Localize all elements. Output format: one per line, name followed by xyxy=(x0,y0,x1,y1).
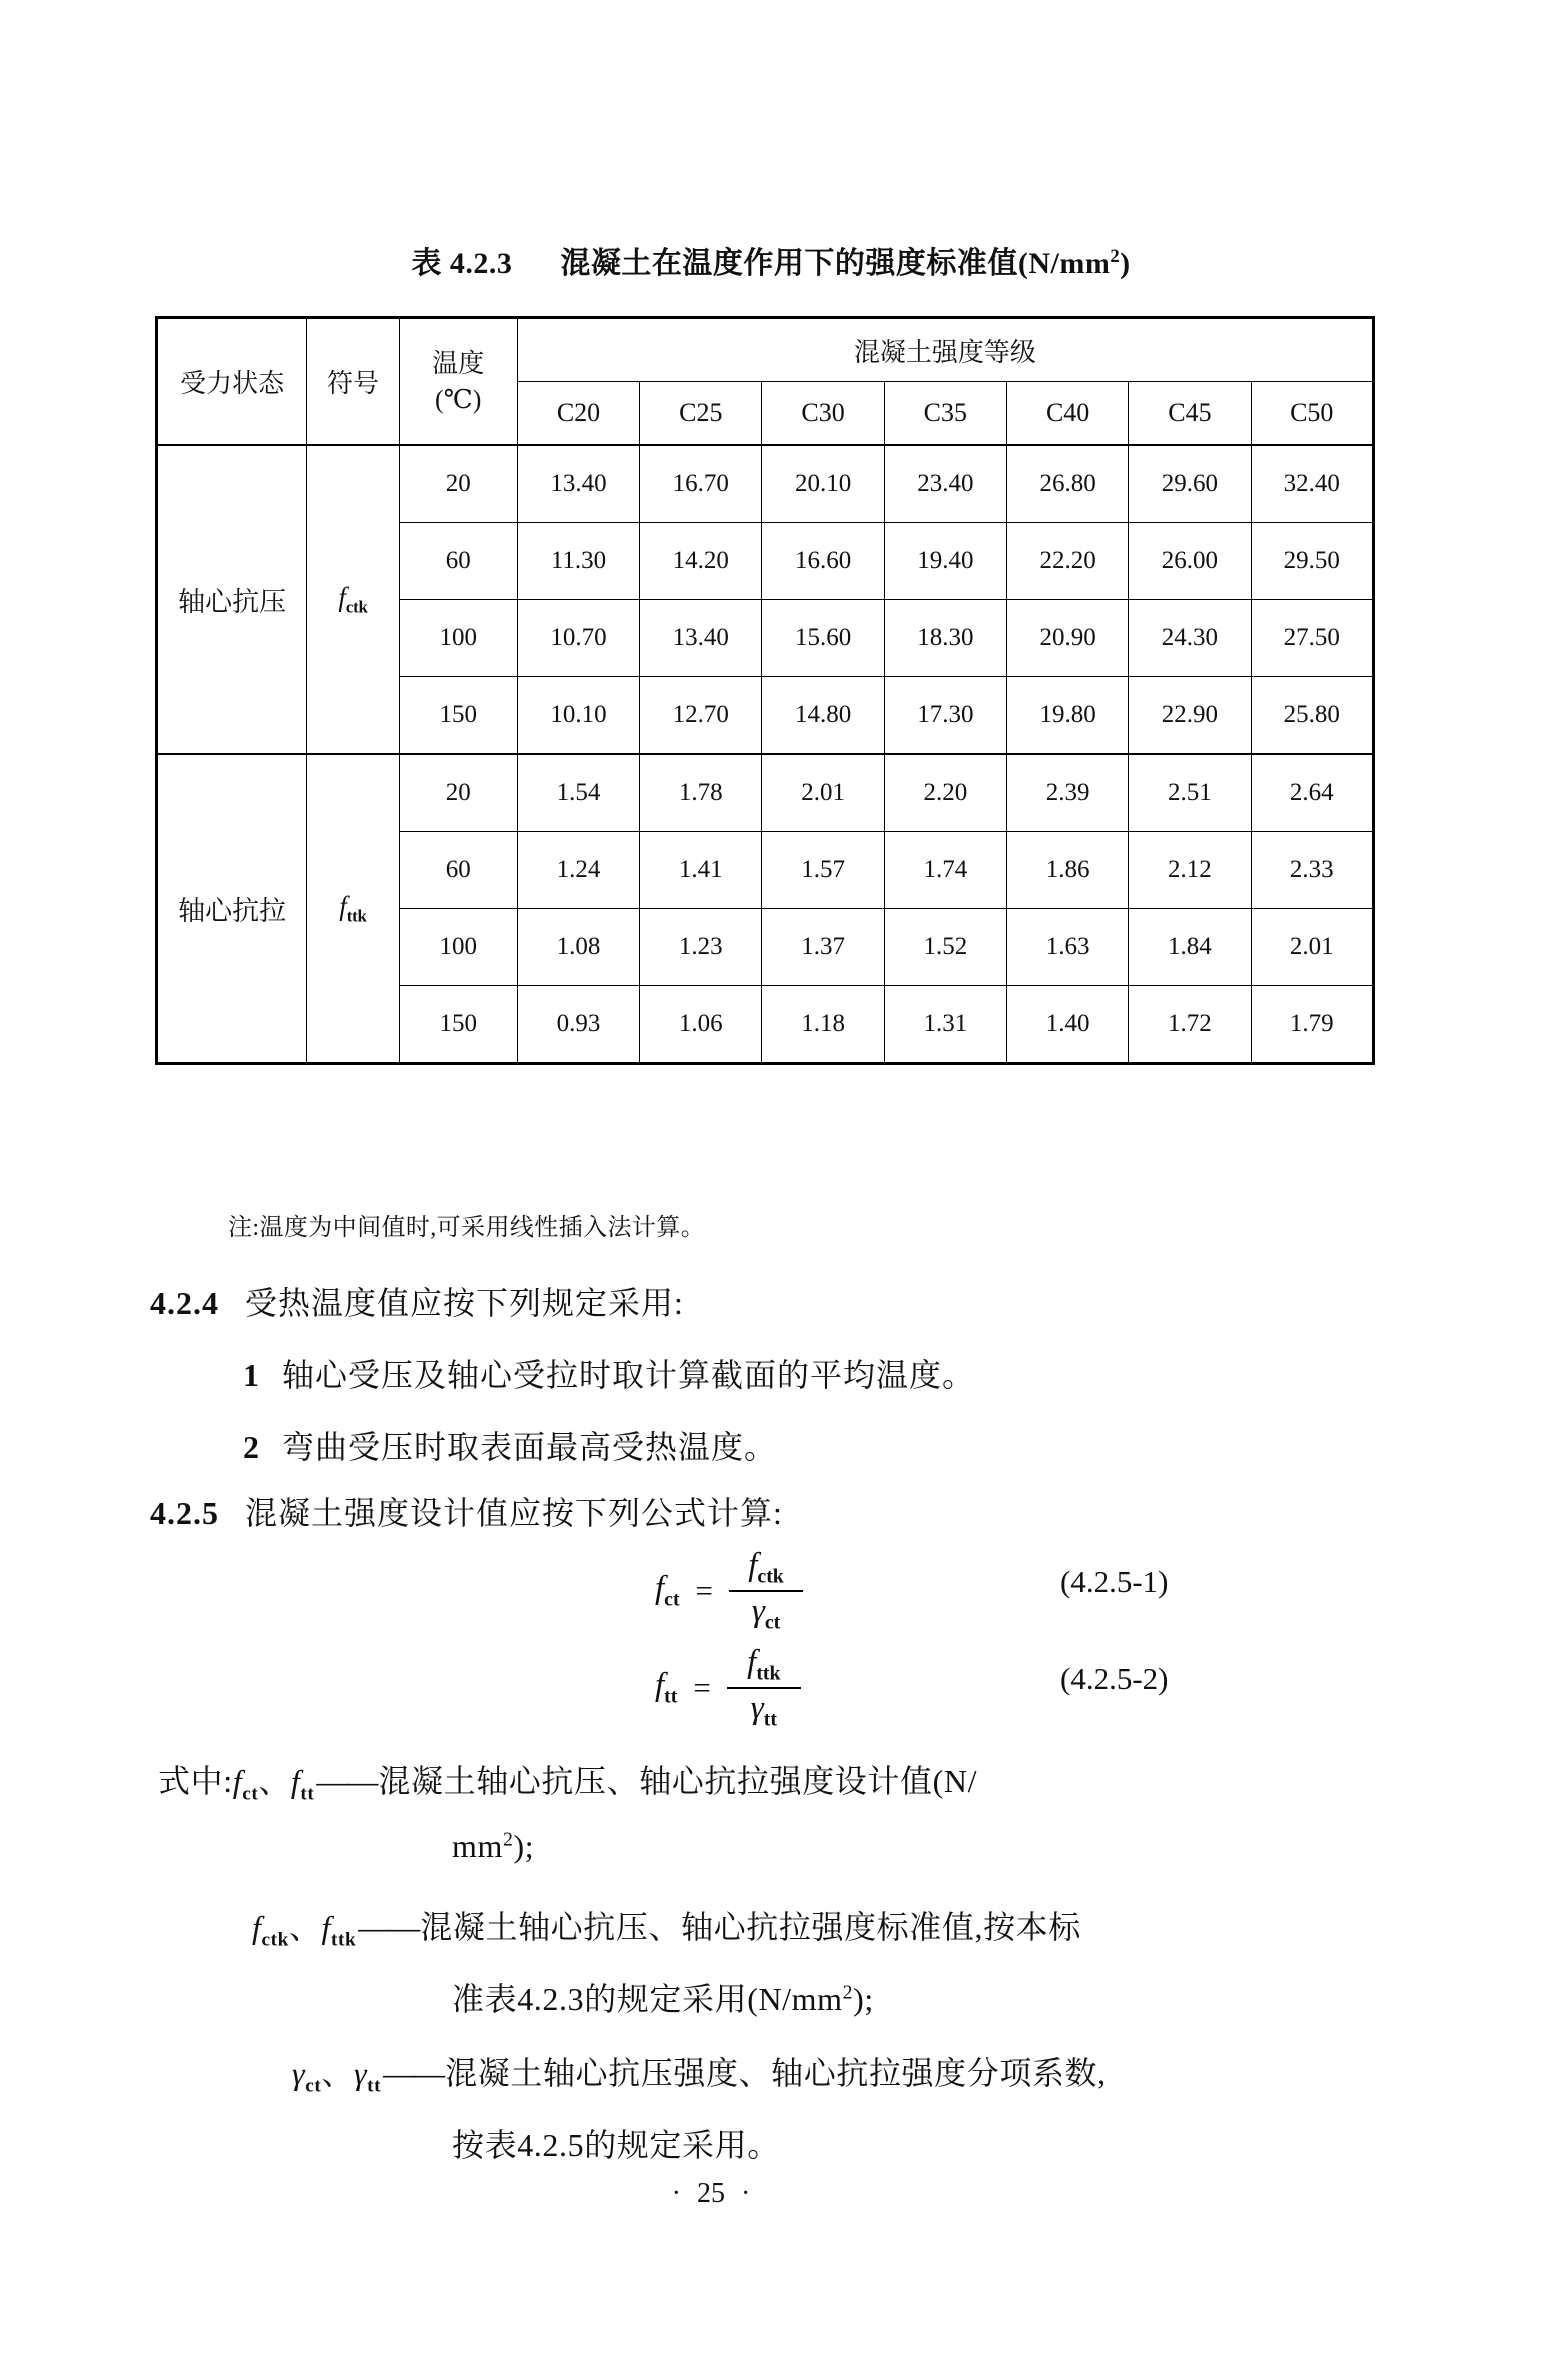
cell-temperature: 60 xyxy=(399,523,517,600)
definition-2-symbol-2-base: f xyxy=(321,1909,331,1945)
cell-temperature: 150 xyxy=(399,677,517,755)
cell-value: 2.39 xyxy=(1006,754,1128,832)
cell-value: 29.50 xyxy=(1251,523,1373,600)
formula-1-den-sub: ct xyxy=(764,1611,781,1634)
cell-value: 11.30 xyxy=(517,523,639,600)
clause-4-2-4-item-1 xyxy=(243,1350,975,1396)
cell-value: 0.93 xyxy=(517,986,639,1064)
formula-2-fraction xyxy=(727,1645,801,1731)
definition-1-dash: —— xyxy=(316,1763,377,1799)
definition-2-line2-superscript: 2 xyxy=(842,1981,854,2004)
cell-value: 20.90 xyxy=(1006,600,1128,677)
cell-value: 32.40 xyxy=(1251,445,1373,523)
header-grade-c45: C45 xyxy=(1129,382,1251,446)
section-state-compression: 轴心抗压 xyxy=(157,445,307,754)
item-2-text: 弯曲受压时取表面最高受热温度。 xyxy=(282,1429,778,1465)
formula-1-equals: = xyxy=(695,1572,714,1608)
table-head xyxy=(157,318,1374,446)
clause-4-2-4-text: 受热温度值应按下列规定采用: xyxy=(245,1285,684,1321)
cell-temperature: 60 xyxy=(399,832,517,909)
formula-1-lhs-base: f xyxy=(655,1570,665,1607)
cell-temperature: 100 xyxy=(399,600,517,677)
page-number: 25 xyxy=(697,2178,725,2209)
definition-2-line-1 xyxy=(252,1902,1081,1951)
cell-temperature: 100 xyxy=(399,909,517,986)
definition-1-line-1 xyxy=(158,1756,977,1805)
clause-4-2-4-label: 4.2.4 xyxy=(150,1285,219,1321)
definition-1-line-2 xyxy=(452,1828,534,1865)
header-temperature-label: 温度 xyxy=(432,349,485,379)
cell-value: 2.12 xyxy=(1129,832,1251,909)
definition-3-symbol-2-base: γ xyxy=(353,2055,368,2091)
formula-4-2-5-2 xyxy=(655,1645,801,1731)
cell-value: 17.30 xyxy=(884,677,1006,755)
formula-1-num-sub: ctk xyxy=(757,1565,784,1588)
page-footer-inner xyxy=(656,2178,887,2210)
formula-1-num-base: f xyxy=(748,1547,758,1583)
header-symbol: 符号 xyxy=(307,318,399,446)
definition-3-line-1 xyxy=(292,2048,1106,2097)
item-1-number: 1 xyxy=(243,1357,260,1393)
cell-value: 16.70 xyxy=(640,445,762,523)
cell-value: 2.01 xyxy=(1251,909,1373,986)
table-caption-text: 混凝土在温度作用下的强度标准值(N/mm xyxy=(560,247,1111,280)
cell-value: 1.78 xyxy=(640,754,762,832)
clause-4-2-5-label: 4.2.5 xyxy=(150,1495,219,1531)
cell-value: 10.10 xyxy=(517,677,639,755)
cell-value: 1.08 xyxy=(517,909,639,986)
cell-value: 13.40 xyxy=(517,445,639,523)
footer-right-dot-icon: · xyxy=(741,2178,751,2209)
cell-value: 12.70 xyxy=(640,677,762,755)
definition-2-symbol-1-base: f xyxy=(252,1909,262,1945)
definition-3-symbol-2-sub: tt xyxy=(367,2075,382,2097)
table-caption xyxy=(0,238,1542,282)
definition-2-symbol-1 xyxy=(252,1909,289,1951)
definition-2-symbol-1-sub: ctk xyxy=(261,1929,289,1951)
formula-2-den-sub: tt xyxy=(763,1708,777,1731)
cell-value: 1.86 xyxy=(1006,832,1128,909)
formula-4-2-5-1 xyxy=(655,1548,803,1634)
table-caption-number: 4.2.3 xyxy=(449,247,513,280)
definition-3-symbol-1 xyxy=(292,2055,322,2097)
header-grade-c20: C20 xyxy=(517,382,639,446)
strength-table xyxy=(155,316,1375,1065)
definition-2-line2-prefix: 准表4.2.3的规定采用(N/mm xyxy=(452,1981,843,2017)
cell-value: 1.23 xyxy=(640,909,762,986)
cell-value: 1.06 xyxy=(640,986,762,1064)
section-symbol-compression xyxy=(307,445,399,754)
formula-1-lhs xyxy=(655,1570,680,1612)
table-caption-suffix: ) xyxy=(1120,247,1131,280)
cell-value: 20.10 xyxy=(762,445,884,523)
section-state-tension: 轴心抗拉 xyxy=(157,754,307,1064)
cell-value: 1.31 xyxy=(884,986,1006,1064)
definition-1-symbol-1-base: f xyxy=(232,1763,243,1799)
cell-value: 2.01 xyxy=(762,754,884,832)
cell-value: 2.20 xyxy=(884,754,1006,832)
cell-temperature: 20 xyxy=(399,445,517,523)
definition-3-dash: —— xyxy=(383,2055,444,2091)
formula-1-den-base: γ xyxy=(751,1592,765,1629)
header-grade-group: 混凝土强度等级 xyxy=(517,318,1373,382)
formula-2-num-base: f xyxy=(747,1644,757,1680)
cell-value: 1.63 xyxy=(1006,909,1128,986)
cell-value: 10.70 xyxy=(517,600,639,677)
formula-2-numerator xyxy=(741,1645,786,1687)
cell-value: 29.60 xyxy=(1129,445,1251,523)
symbol-sub: ctk xyxy=(345,597,368,617)
definition-1-symbol-2-sub: tt xyxy=(300,1783,315,1805)
item-2-number: 2 xyxy=(243,1429,260,1465)
cell-value: 2.51 xyxy=(1129,754,1251,832)
header-grade-c50: C50 xyxy=(1251,382,1373,446)
cell-value: 18.30 xyxy=(884,600,1006,677)
header-temperature xyxy=(399,318,517,446)
formula-1-lhs-sub: ct xyxy=(664,1588,680,1611)
cell-value: 1.79 xyxy=(1251,986,1373,1064)
cell-value: 1.40 xyxy=(1006,986,1128,1064)
table-caption-superscript: 2 xyxy=(1110,246,1121,267)
formula-1-numerator xyxy=(742,1548,790,1590)
clause-4-2-5-text: 混凝土强度设计值应按下列公式计算: xyxy=(245,1495,783,1531)
definition-2-symbol-2 xyxy=(321,1909,357,1951)
header-grade-c30: C30 xyxy=(762,382,884,446)
cell-value: 13.40 xyxy=(640,600,762,677)
definition-3-line-2 xyxy=(452,2120,780,2166)
formula-2-denominator xyxy=(745,1689,783,1731)
definition-1-separator: 、 xyxy=(258,1763,291,1799)
cell-value: 1.24 xyxy=(517,832,639,909)
formula-row-2 xyxy=(0,1645,1542,1735)
definition-1-line2-prefix: mm xyxy=(452,1828,503,1864)
cell-value: 1.52 xyxy=(884,909,1006,986)
definition-1-symbol-2-base: f xyxy=(290,1763,301,1799)
cell-temperature: 150 xyxy=(399,986,517,1064)
cell-value: 27.50 xyxy=(1251,600,1373,677)
cell-value: 1.18 xyxy=(762,986,884,1064)
definition-2-line-2 xyxy=(452,1974,874,2020)
definition-3-separator: 、 xyxy=(321,2055,354,2091)
header-state: 受力状态 xyxy=(157,318,307,446)
where-label: 式中: xyxy=(158,1763,233,1799)
definition-1-symbol-1-sub: ct xyxy=(242,1783,259,1805)
cell-value: 1.54 xyxy=(517,754,639,832)
formula-2-num-sub: ttk xyxy=(756,1662,781,1685)
definition-2-symbol-2-sub: ttk xyxy=(331,1929,357,1951)
page-footer xyxy=(0,2178,1542,2210)
formula-1-number: (4.2.5-1) xyxy=(1060,1564,1169,1599)
table-caption-prefix: 表 xyxy=(411,247,442,280)
cell-temperature: 20 xyxy=(399,754,517,832)
cell-value: 16.60 xyxy=(762,523,884,600)
symbol-sub: ttk xyxy=(346,906,367,926)
definition-1-text: 混凝土轴心抗压、轴心抗拉强度设计值(N/ xyxy=(378,1763,978,1799)
symbol-base: f xyxy=(338,581,346,612)
definition-2-text: 混凝土轴心抗压、轴心抗拉强度标准值,按本标 xyxy=(420,1909,1081,1945)
definition-1-symbol-2 xyxy=(290,1763,315,1805)
formula-1-denominator xyxy=(746,1592,786,1634)
cell-value: 15.60 xyxy=(762,600,884,677)
cell-value: 2.33 xyxy=(1251,832,1373,909)
cell-value: 14.20 xyxy=(640,523,762,600)
item-1-text: 轴心受压及轴心受拉时取计算截面的平均温度。 xyxy=(282,1357,976,1393)
cell-value: 22.90 xyxy=(1129,677,1251,755)
definition-3-symbol-2 xyxy=(353,2055,382,2097)
definition-3-symbol-1-sub: ct xyxy=(305,2075,322,2097)
table-row xyxy=(157,754,1374,832)
symbol-base: f xyxy=(339,890,347,921)
formula-2-den-base: γ xyxy=(750,1689,764,1726)
strength-table-container xyxy=(155,316,1375,1065)
definition-2-separator: 、 xyxy=(288,1909,322,1945)
header-grade-c40: C40 xyxy=(1006,382,1128,446)
cell-value: 22.20 xyxy=(1006,523,1128,600)
formula-2-lhs-base: f xyxy=(655,1667,665,1704)
cell-value: 23.40 xyxy=(884,445,1006,523)
formula-2-number: (4.2.5-2) xyxy=(1060,1661,1169,1696)
cell-value: 1.84 xyxy=(1129,909,1251,986)
header-grade-c35: C35 xyxy=(884,382,1006,446)
table-body xyxy=(157,445,1374,1064)
table-head-row-1 xyxy=(157,318,1374,382)
formula-2-equals: = xyxy=(693,1669,711,1705)
clause-4-2-4 xyxy=(150,1278,684,1324)
definition-3-line2-prefix: 按表4.2.5的规定采用。 xyxy=(452,2127,780,2163)
table-note: 注:温度为中间值时,可采用线性插入法计算。 xyxy=(228,1215,706,1241)
cell-value: 1.57 xyxy=(762,832,884,909)
formula-2-lhs xyxy=(655,1667,677,1709)
formula-2-lhs-sub: tt xyxy=(664,1685,678,1708)
definition-1-line2-suffix: ); xyxy=(513,1828,535,1864)
definition-3-text: 混凝土轴心抗压强度、轴心抗拉强度分项系数, xyxy=(445,2055,1106,2091)
formula-1-fraction xyxy=(729,1548,803,1634)
footer-left-dot-icon: · xyxy=(671,2178,681,2209)
cell-value: 19.80 xyxy=(1006,677,1128,755)
cell-value: 26.00 xyxy=(1129,523,1251,600)
cell-value: 1.72 xyxy=(1129,986,1251,1064)
definition-1-symbol-1 xyxy=(232,1763,259,1805)
section-symbol-tension xyxy=(307,754,399,1064)
definition-2-line2-suffix: ); xyxy=(853,1981,874,2017)
clause-4-2-4-item-2 xyxy=(243,1422,777,1468)
cell-value: 26.80 xyxy=(1006,445,1128,523)
header-grade-c25: C25 xyxy=(640,382,762,446)
definition-1-line2-superscript: 2 xyxy=(502,1828,514,1851)
table-row xyxy=(157,445,1374,523)
cell-value: 24.30 xyxy=(1129,600,1251,677)
header-temperature-unit: (℃) xyxy=(435,384,482,414)
clause-4-2-5 xyxy=(150,1488,783,1534)
cell-value: 1.41 xyxy=(640,832,762,909)
definition-2-dash: —— xyxy=(358,1909,419,1945)
formula-row-1 xyxy=(0,1548,1542,1638)
cell-value: 1.74 xyxy=(884,832,1006,909)
definition-3-symbol-1-base: γ xyxy=(292,2055,306,2091)
cell-value: 14.80 xyxy=(762,677,884,755)
cell-value: 2.64 xyxy=(1251,754,1373,832)
cell-value: 19.40 xyxy=(884,523,1006,600)
cell-value: 25.80 xyxy=(1251,677,1373,755)
cell-value: 1.37 xyxy=(762,909,884,986)
